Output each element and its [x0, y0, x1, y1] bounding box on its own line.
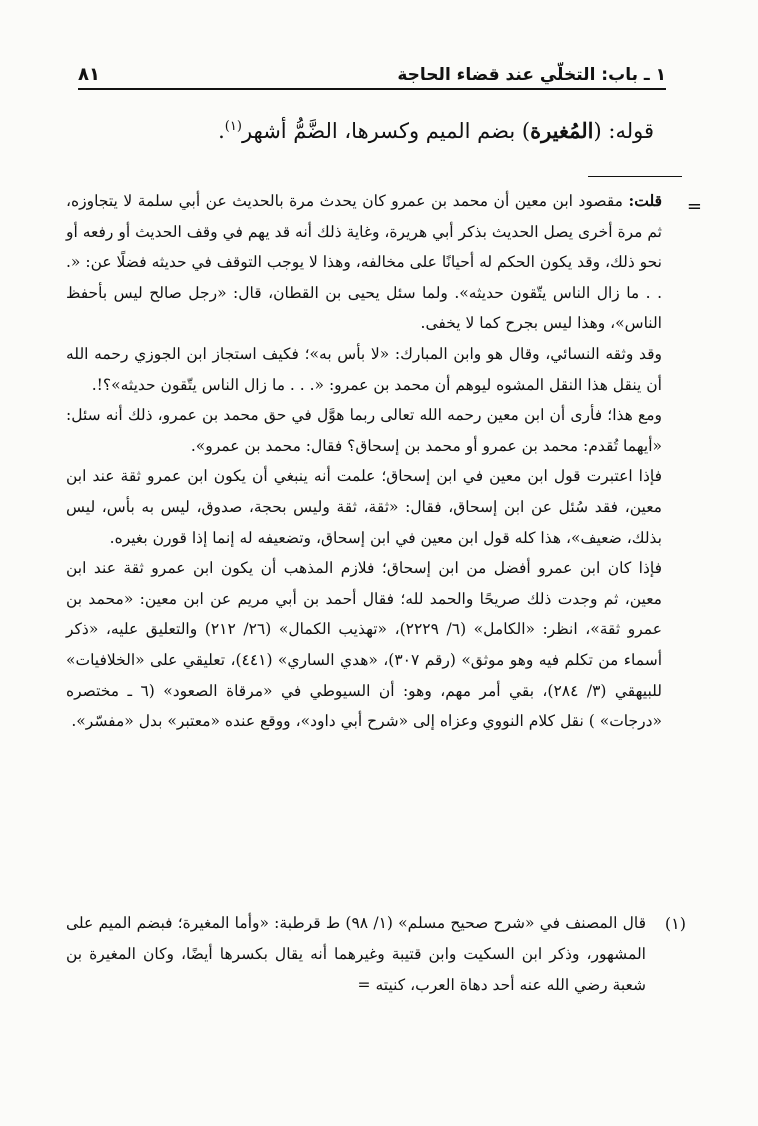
commentary-lead: قلت: — [628, 191, 662, 210]
footnote-number: (١) — [664, 914, 686, 933]
page-number: ٨١ — [78, 64, 100, 85]
commentary-body — [66, 186, 662, 737]
commentary-rule — [588, 176, 682, 177]
commentary-paragraph — [66, 553, 662, 737]
paragraph-text: ومع هذا؛ فأرى أن ابن معين رحمه الله تعالى ربما هوَّل في حق محمد بن عمرو، ذلك أنه سئل: «أيهما تُقدم: محمد بن عمرو أو محمد بن إسحاق؟ فقال: محمد بن عمرو». — [66, 406, 662, 455]
lemma-word: المُغيرة — [530, 118, 594, 143]
paragraph-text: وقد وثقه النسائي، وقال هو وابن المبارك: «لا بأس به»؛ فكيف استجاز ابن الجوزي رحمه الله أن ينقل هذا النقل المشوه ليوهم أن محمد بن عمرو: «. . . ما زال الناس يتّقون حديثه»؟!. — [66, 344, 662, 394]
footnote-text: قال المصنف في «شرح صحيح مسلم» (١/ ٩٨) ط قرطبة: «وأما المغيرة؛ فبضم الميم على المشهور، وذكر ابن السكيت وابن قتيبة وغيرهما أنه يقال بكسرها أيضًا، وكان المغيرة بن شعبة رضي الله عنه أحد دهاة العرب، كنيته = — [66, 914, 646, 994]
commentary-paragraph — [66, 461, 662, 553]
paragraph-text: فإذا كان ابن عمرو أفضل من ابن إسحاق؛ فلازم المذهب أن يكون ابن عمرو ثقة عند ابن معين، ثم وجدت ذلك صريحًا والحمد لله؛ فقال أحمد بن أبي مريم عن ابن معين: «محمد بن عمرو ثقة»، انظر: «الكامل» (٦/ ٢٢٢٩)، «تهذيب الكمال» (٢٦/ ٢١٢) والتعليق عليه، «ذكر أسماء من تكلم فيه وهو موثق» (رقم ٣٠٧)، «هدي الساري» (٤٤١)، تعليقي على «الخلافيات» للبيهقي (٣/ ٢٨٤)، بقي أمر مهم، وهو: أن السيوطي في «مرقاة الصعود» (٦ ـ مختصره «درجات» ) نقل كلام النووي وعزاه إلى «شرح أبي داود»، ووقع عنده «معتبر» بدل «مفسّر». — [66, 559, 663, 731]
paragraph-text: مقصود ابن معين أن محمد بن عمرو كان يحدث مرة بالحديث عن أبي سلمة لا يتجاوزه، ثم مرة أخرى يصل الحديث بذكر أبي هريرة، وغاية ذلك أنه قد يهم في وقف الحديث أو رفعه أو نحو ذلك، وقد يكون الحكم له أحيانًا على مخالفه، وهذا لا يوجب التوقف في حديثه فضلًا عن: «. . . ما زال الناس يتّقون حديثه». ولما سئل يحيى بن القطان، قال: «رجل صالح ليس بأحفظ الناس»، وهذا ليس بجرح كما لا يخفى. — [66, 192, 662, 333]
commentary-paragraph — [66, 400, 662, 461]
page-header — [78, 56, 666, 86]
footnote-body — [66, 908, 646, 1001]
lemma-end: . — [218, 119, 225, 143]
commentary-paragraph — [66, 186, 662, 339]
commentary-paragraph — [66, 339, 662, 400]
lemma-footnote-ref[interactable]: (١) — [224, 119, 242, 134]
paragraph-text: فإذا اعتبرت قول ابن معين في ابن إسحاق؛ علمت أنه ينبغي أن يكون ابن عمرو ثقة عند ابن معين، فقد سُئل عن ابن إسحاق، فقال: «ثقة، ثقة وليس بحجة، صدوق، ليس به بأس، ليس بذلك، ضعيف»، هذا كله قول ابن معين في ابن إسحاق، وتضعيفه له إنما إذا قورن بغيره. — [66, 467, 662, 547]
lemma-rest: ) بضم الميم وكسرها، الضَّمُّ أشهر — [241, 119, 531, 143]
footnote — [66, 908, 686, 1001]
continuation-marker: = — [686, 196, 702, 217]
lemma-prefix: قوله: ( — [593, 119, 654, 143]
lemma-line — [200, 108, 654, 150]
header-rule — [78, 88, 666, 90]
running-title: ١ ـ باب: التخلّي عند قضاء الحاجة — [397, 65, 666, 85]
